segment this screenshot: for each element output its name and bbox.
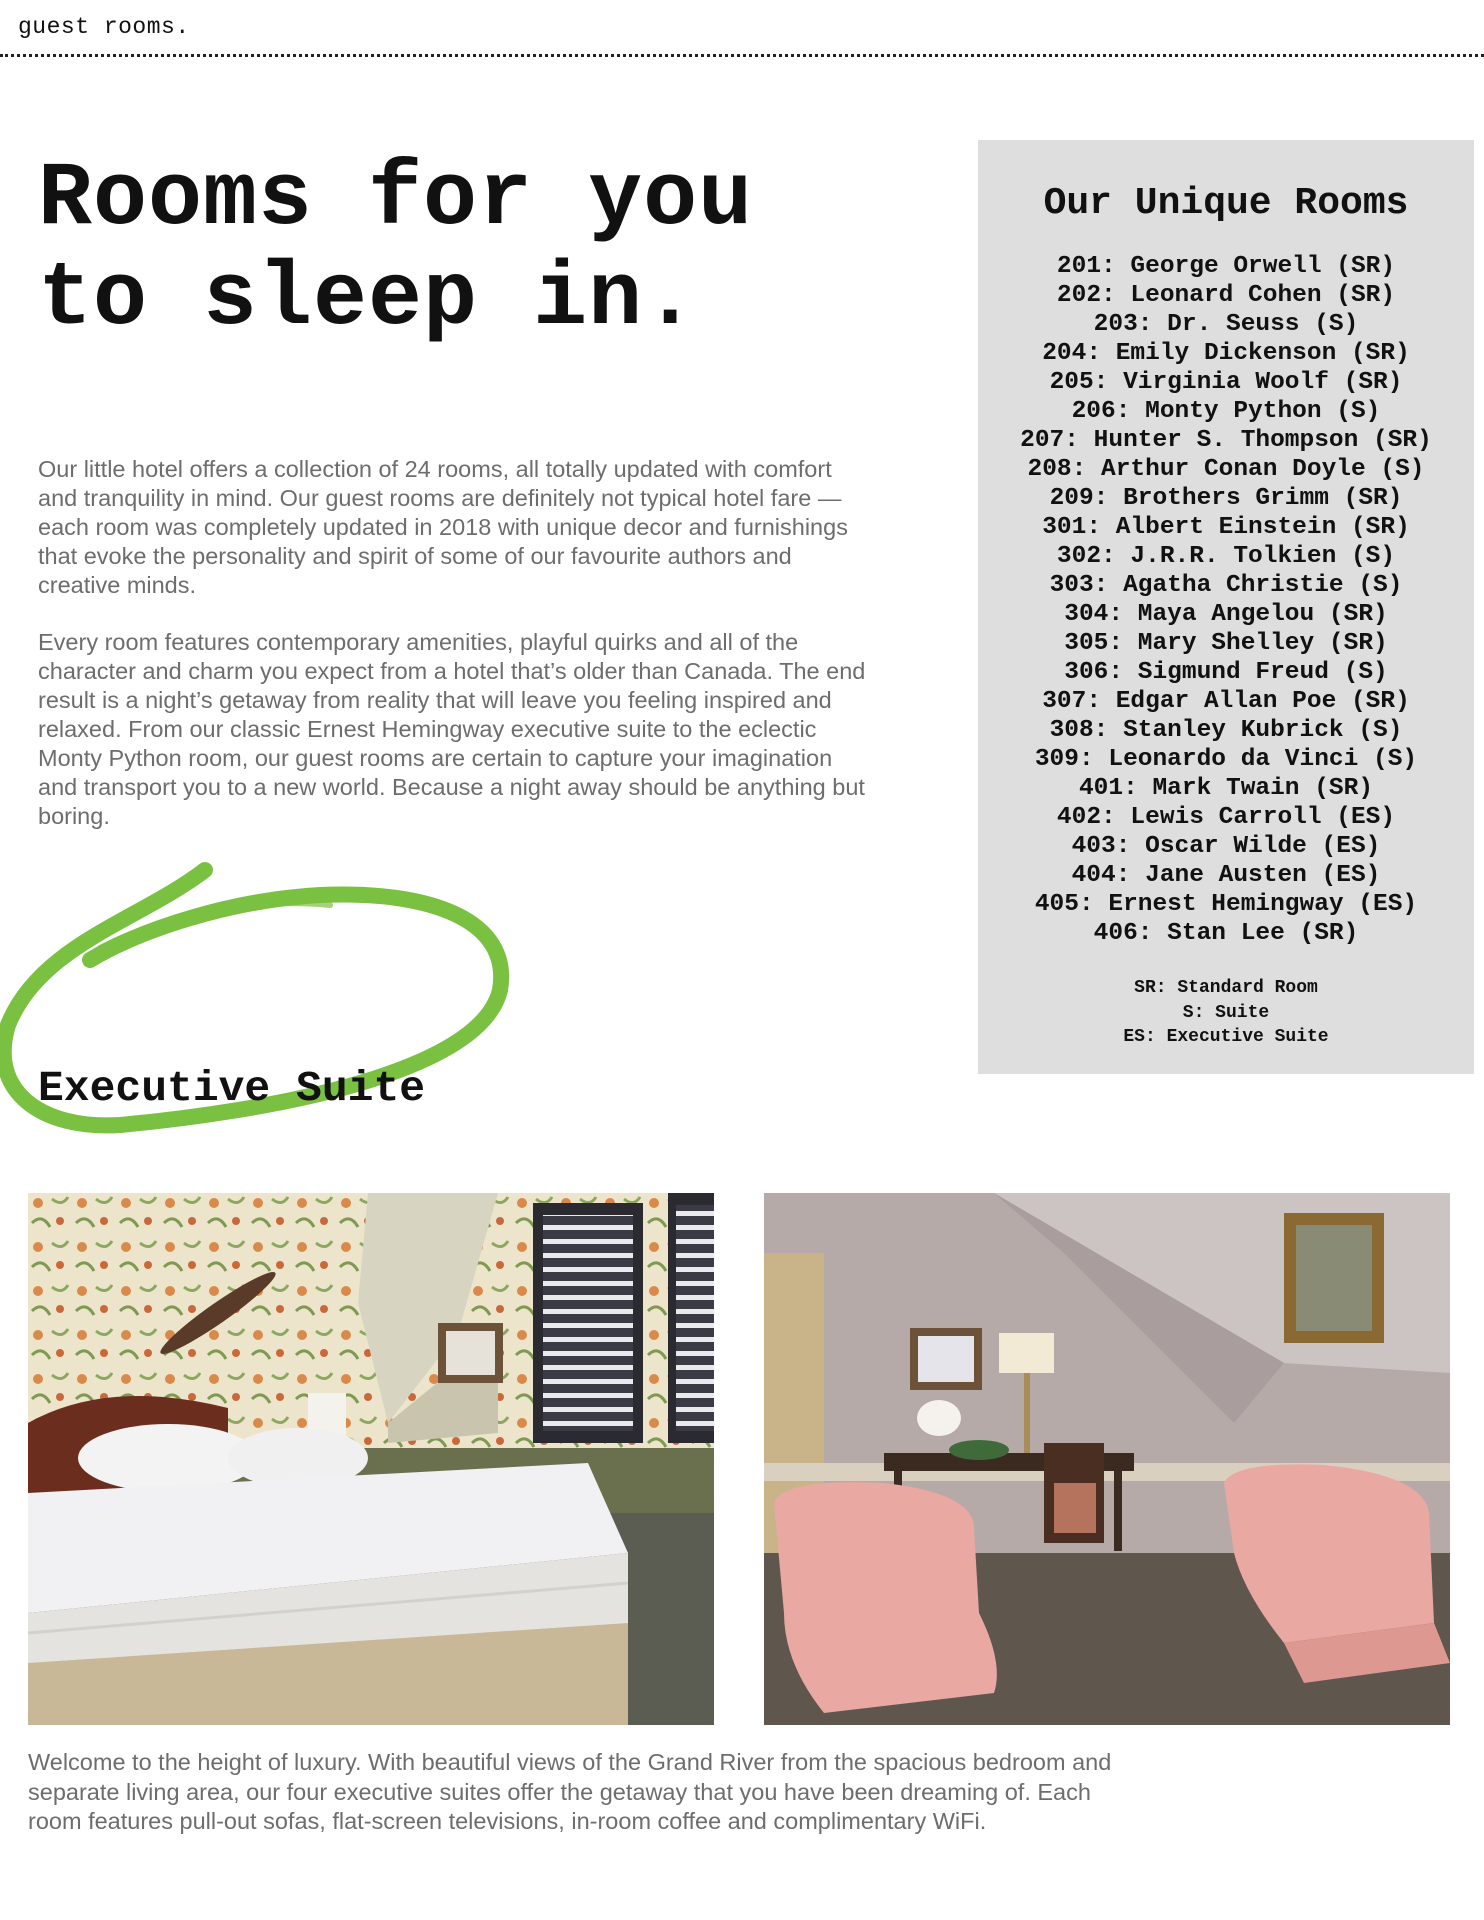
room-list: [978, 252, 1474, 948]
green-brush-circle-decoration: [0, 850, 520, 1210]
page-title: [38, 150, 753, 350]
room-list-item: 208: Arthur Conan Doyle (S): [1027, 456, 1425, 483]
room-list-item: 307: Edgar Allan Poe (SR): [1042, 688, 1410, 715]
room-list-item: 304: Maya Angelou (SR): [1064, 601, 1388, 628]
executive-suite-heading: Executive Suite: [38, 1064, 426, 1113]
room-list-item: 403: Oscar Wilde (ES): [1071, 833, 1381, 860]
room-list-item: 309: Leonardo da Vinci (S): [1034, 746, 1418, 773]
room-list-item: 406: Stan Lee (SR): [1093, 920, 1359, 947]
intro-paragraph-1: Our little hotel offers a collection of 24 rooms, all totally updated with comfort and tranquility in mind. Our guest rooms are definitely not typical hotel fare — each room was completely updated in 2018 with unique decor and furnishings that evoke the personality and spirit of some of our favourite authors and creative minds.: [38, 456, 848, 598]
bedroom-photo: [28, 1193, 714, 1725]
room-list-item: 306: Sigmund Freud (S): [1064, 659, 1388, 686]
room-list-item: 207: Hunter S. Thompson (SR): [1020, 427, 1432, 454]
room-type-legend: [978, 976, 1474, 1050]
unique-rooms-panel: [978, 140, 1474, 1074]
room-list-item: 404: Jane Austen (ES): [1071, 862, 1381, 889]
room-list-item: 401: Mark Twain (SR): [1078, 775, 1374, 802]
page-title-line-2: to sleep in.: [38, 249, 699, 351]
room-list-item: 202: Leonard Cohen (SR): [1056, 282, 1396, 309]
dotted-divider: [0, 54, 1484, 57]
room-list-item: 205: Virginia Woolf (SR): [1049, 369, 1403, 396]
section-label: guest rooms.: [18, 14, 190, 40]
room-list-item: 206: Monty Python (S): [1071, 398, 1381, 425]
legend-item: S: Suite: [1182, 1002, 1270, 1023]
room-list-item: 302: J.R.R. Tolkien (S): [1056, 543, 1396, 570]
room-list-item: 305: Mary Shelley (SR): [1064, 630, 1388, 657]
room-list-item: 209: Brothers Grimm (SR): [1049, 485, 1403, 512]
living-area-photo: [764, 1193, 1450, 1725]
room-list-item: 308: Stanley Kubrick (S): [1049, 717, 1403, 744]
room-list-item: 402: Lewis Carroll (ES): [1056, 804, 1396, 831]
legend-item: ES: Executive Suite: [1123, 1027, 1329, 1047]
room-list-item: 201: George Orwell (SR): [1056, 253, 1396, 280]
intro-paragraph-2: Every room features contemporary amenities, playful quirks and all of the character and charm you expect from a hotel that’s older than Canada. The end result is a night’s getaway from reality that will leave you feeling inspired and relaxed. From our classic Ernest Hemingway executive suite to the eclectic Monty Python room, our guest rooms are certain to capture your imagination and transport you to a new world. Because a night away should be anything but boring.: [38, 629, 866, 829]
room-list-item: 301: Albert Einstein (SR): [1042, 514, 1410, 541]
room-list-item: 203: Dr. Seuss (S): [1093, 311, 1359, 338]
room-list-item: 303: Agatha Christie (S): [1049, 572, 1403, 599]
intro-text: [38, 455, 868, 859]
legend-item: SR: Standard Room: [1134, 978, 1318, 998]
room-list-item: 405: Ernest Hemingway (ES): [1034, 891, 1418, 918]
unique-rooms-title: Our Unique Rooms: [1043, 182, 1409, 225]
room-list-item: 204: Emily Dickenson (SR): [1042, 340, 1410, 367]
executive-suite-description: Welcome to the height of luxury. With beautiful views of the Grand River from the spacious bedroom and separate living area, our four executive suites offer the getaway that you have been dreaming of. Each room features pull-out sofas, flat-screen televisions, in-room coffee and complimentary WiFi.: [28, 1749, 1112, 1834]
page-title-line-1: Rooms for you: [38, 149, 754, 251]
